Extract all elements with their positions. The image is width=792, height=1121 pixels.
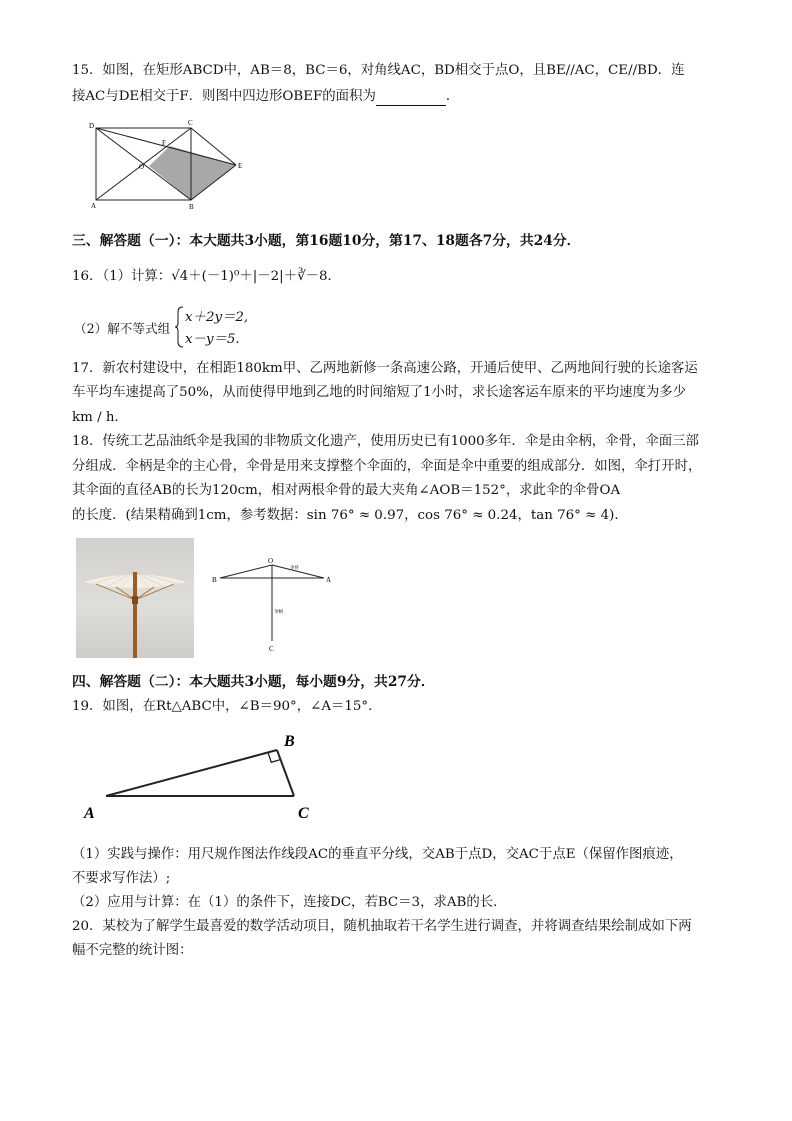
label-a: A (91, 202, 97, 210)
section-4-heading: 四、解答题（二）：本大题共3小题，每小题9分，共27分． (72, 674, 435, 690)
q15-figure (86, 118, 246, 210)
brace-icon (174, 306, 184, 348)
q19-part-2: （2）应用与计算：在（1）的条件下，连接DC，若BC＝3，求AB的长． (72, 895, 507, 910)
label-b: B (189, 203, 194, 210)
umbrella-icon (76, 538, 194, 658)
q18-line-2: 分组成．伞柄是伞的主心骨，伞骨是用来支撑整个伞面的，伞面是伞中重要的组成部分．如图，伞打开时， (72, 459, 702, 474)
equation-2: x－y＝5. (185, 332, 240, 347)
q20-line-2: 幅不完整的统计图： (72, 943, 193, 958)
q19-triangle (80, 728, 330, 823)
label-o: O (139, 163, 145, 171)
q17-line-2: 车平均车速提高了50%，从而使得甲地到乙地的时间缩短了1小时，求长途客运车原来的平均速度为多少 (72, 385, 687, 400)
section-3-heading: 三、解答题（一）：本大题共3小题，第16题10分，第17、18题各7分，共24分． (72, 233, 581, 249)
q20-line-1: 20．某校为了解学生最喜爱的数学活动项目，随机抽取若干名学生进行调查，并将调查结果绘制成如下两 (72, 919, 692, 934)
label-c: C (269, 645, 274, 653)
q15-line-1: 15．如图，在矩形ABCD中，AB＝8，BC＝6，对角线AC，BD相交于点O，且BE//AC，CE//BD．连 (72, 63, 685, 78)
label-rib: 伞骨 (290, 565, 299, 570)
label-handle: 伞柄 (274, 609, 283, 614)
q17-line-1: 17．新农村建设中，在相距180km甲、乙两地新修一条高速公路，开通后使甲、乙两地间行驶的长途客运 (72, 361, 698, 376)
q17-line-3: km / h． (72, 410, 128, 425)
q19-part-1-line-2: 不要求写作法）; (72, 871, 171, 886)
label-e: E (238, 162, 243, 170)
q18-line-4: 的长度．(结果精确到1cm，参考数据：sin 76° ≈ 0.97，cos 76° ≈ 0.24，tan 76° ≈ 4)． (72, 508, 628, 523)
q18-line-3: 其伞面的直径AB的长为120cm，相对两根伞骨的最大夹角∠AOB＝152°，求此伞的伞骨OA (72, 483, 621, 498)
q15-line-2 (72, 88, 459, 106)
q16-part-1: 16．（1）计算：√4＋(－1)⁰＋|－2|＋∛－8． (72, 269, 341, 284)
label-o: O (268, 557, 274, 565)
label-f: F (162, 139, 166, 147)
q19-line-1: 19．如图，在Rt△ABC中，∠B＝90°，∠A＝15°． (72, 699, 382, 714)
q15-line-2-end: ． (445, 89, 460, 104)
answer-blank (376, 91, 446, 106)
q18-diagram (208, 555, 338, 655)
umbrella-photo (76, 538, 194, 658)
label-b: B (212, 576, 217, 584)
label-c: C (188, 119, 193, 127)
label-c: C (298, 805, 309, 822)
label-a: A (84, 805, 95, 822)
q15-line-2-text: 接AC与DE相交于F．则图中四边形OBEF的面积为 (72, 89, 376, 104)
label-a: A (326, 576, 332, 584)
q19-part-1-line-1: （1）实践与操作：用尺规作图法作线段AC的垂直平分线，交AB于点D，交AC于点E（保留作图痕迹， (72, 847, 683, 862)
equation-1: x＋2y＝2, (185, 310, 249, 325)
label-b: B (284, 733, 295, 750)
q16-part-2-label: （2）解不等式组 (74, 321, 171, 336)
label-d: D (89, 122, 95, 130)
q18-line-1: 18．传统工艺品油纸伞是我国的非物质文化遗产，使用历史已有1000多年．伞是由伞柄，伞骨，伞面三部 (72, 434, 699, 449)
